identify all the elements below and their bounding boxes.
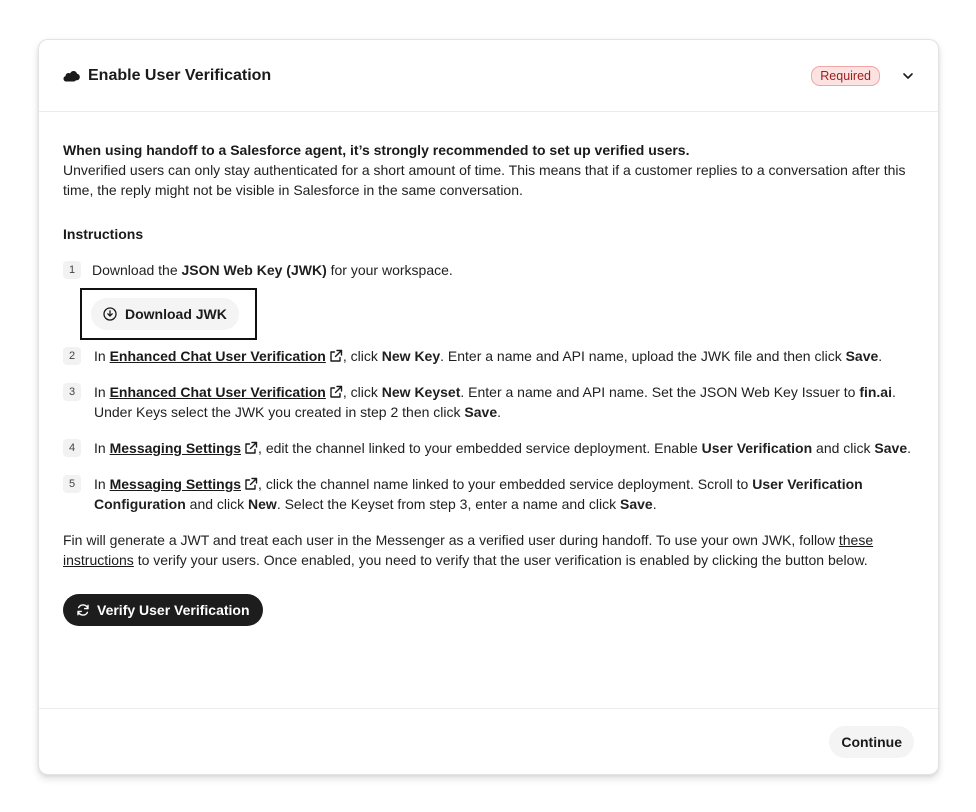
- step-text: In Enhanced Chat User Verification , click New Keyset. Enter a name and API name. Set the JSON Web Key Issuer to fin.ai. Under Keys select the JWK you created in step 2 then click Save.: [94, 384, 896, 420]
- instructions-title: Instructions: [63, 226, 144, 242]
- step-number: 2: [63, 347, 81, 365]
- step-3: [63, 382, 914, 422]
- refresh-icon: [76, 603, 90, 617]
- download-jwk-highlight: [80, 288, 257, 340]
- card-body: [39, 112, 938, 626]
- card-footer: [39, 708, 938, 774]
- external-link-icon: [244, 440, 258, 454]
- verify-user-verification-button[interactable]: Verify User Verification: [63, 594, 263, 626]
- salesforce-cloud-icon: [63, 70, 80, 82]
- chevron-down-icon[interactable]: [900, 68, 916, 84]
- external-link-icon: [329, 384, 343, 398]
- step-number: 4: [63, 439, 81, 457]
- messaging-settings-link[interactable]: Messaging Settings: [110, 440, 258, 456]
- download-icon: [103, 307, 117, 321]
- outro-text: Fin will generate a JWT and treat each user in the Messenger as a verified user during handoff. To use your own JWK, follow these instructions to verify your users. Once enabled, you need to verify that the user verification is enabled by clicking the button below.: [63, 532, 874, 568]
- verification-card: [38, 39, 939, 775]
- step-1: [63, 260, 914, 340]
- intro-heading: When using handoff to a Salesforce agent, it’s strongly recommended to set up verified users.: [63, 142, 690, 158]
- required-badge: Required: [811, 66, 880, 86]
- step-number: 3: [63, 383, 81, 401]
- external-link-icon: [244, 476, 258, 490]
- instruction-steps: [63, 260, 914, 514]
- enhanced-chat-user-verification-link[interactable]: Enhanced Chat User Verification: [110, 384, 343, 400]
- step-5: [63, 474, 914, 514]
- messaging-settings-link[interactable]: Messaging Settings: [110, 476, 258, 492]
- step-text: In Enhanced Chat User Verification , click New Key. Enter a name and API name, upload the JWK file and then click Save.: [94, 348, 883, 364]
- step-number: 1: [63, 261, 81, 279]
- download-jwk-button[interactable]: Download JWK: [91, 298, 239, 330]
- external-link-icon: [329, 348, 343, 362]
- these-instructions-link[interactable]: these instructions: [63, 532, 874, 568]
- step-text: In Messaging Settings , click the channel name linked to your embedded service deployment. Scroll to User Verification Configuration and click New. Select the Keyset from step 3, enter a name and click Save.: [94, 476, 863, 512]
- step-number: 5: [63, 475, 81, 493]
- card-header[interactable]: [39, 40, 938, 112]
- card-title: Enable User Verification: [88, 66, 272, 84]
- step-4: [63, 438, 914, 458]
- enhanced-chat-user-verification-link[interactable]: Enhanced Chat User Verification: [110, 348, 343, 364]
- step-2: [63, 346, 914, 366]
- continue-button[interactable]: Continue: [829, 726, 914, 758]
- step-text: Download the JSON Web Key (JWK) for your workspace.: [92, 262, 453, 278]
- step-text: In Messaging Settings , edit the channel linked to your embedded service deployment. Enable User Verification and click Save.: [94, 440, 912, 456]
- intro-description: Unverified users can only stay authenticated for a short amount of time. This means that if a customer replies to a conversation after this time, the reply might not be visible in Salesforce in the same conversation.: [63, 162, 906, 198]
